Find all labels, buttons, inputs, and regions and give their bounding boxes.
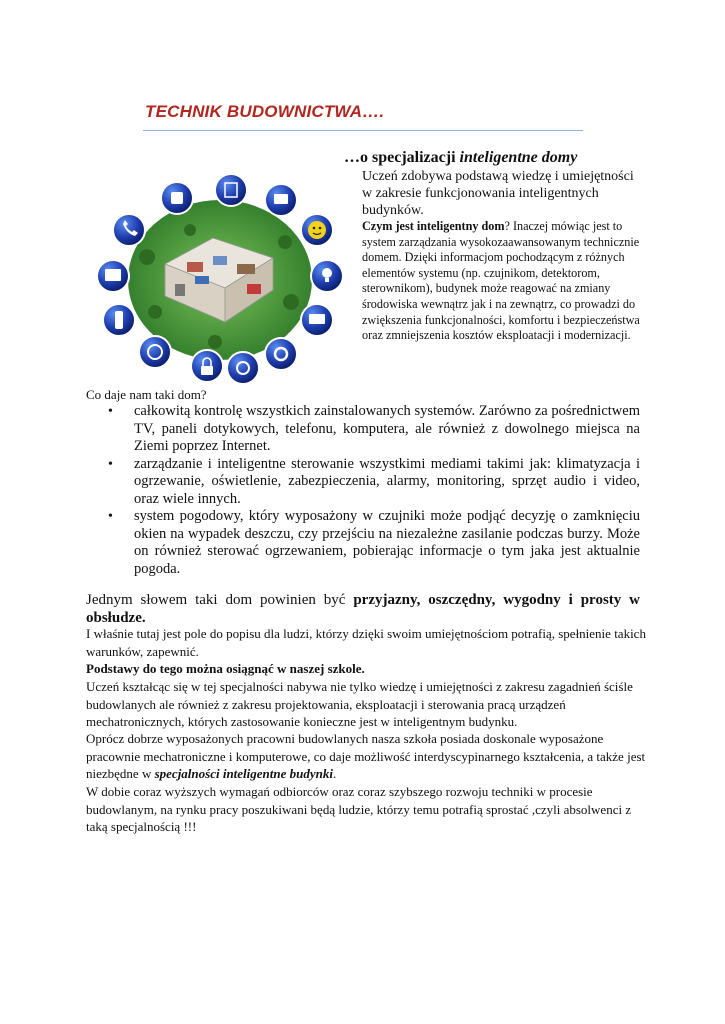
specialization-heading xyxy=(344,149,577,167)
thermostat-icon xyxy=(139,336,171,368)
paragraph-2-bold: Podstawy do tego można osiągnąć w naszej szkole. xyxy=(86,661,365,676)
what-is-answer: ? Inaczej mówiąc jest to system zarządzania wysokozaawansowanym technicznie domem. Dzięki informacjom pochodzącym z różnych elementów systemu (np. czujnikom, detektorom, sterownikom), budynek może reagować na zmiany środowiska wewnątrz jak i na zewnątrz, co prowadzi do zwiększenia funkcjonalności, komfortu i bezpieczeństwa oraz zmniejszenia kosztów eksploatacji i modernizacji. xyxy=(362,219,640,343)
paragraph-4 xyxy=(86,730,646,783)
specialization-name: inteligentne domy xyxy=(459,149,578,166)
summary-bold: przyjazny, oszczędny, wygodny i prosty w obsłudze. xyxy=(86,592,640,626)
specialization-prefix: …o specjalizacji xyxy=(344,149,460,166)
paragraph-5: W dobie coraz wyższych wymagań odbiorców oraz coraz szybszego rozwoju techniki w procesie budowlanym, na rynku pracy poszukiwani będą ludzie, którzy temu potrafią sprostać ,czyli absolwenci z taką specjalnością !!! xyxy=(86,784,632,834)
benefits-question: Co daje nam taki dom? xyxy=(86,387,207,402)
benefits-list xyxy=(100,403,640,578)
list-item xyxy=(100,456,640,509)
title-underline xyxy=(143,130,583,131)
paragraph-3: Uczeń kształcąc się w tej specjalności nabywa nie tylko wiedzę i umiejętności z zakresu zagadnień ściśle budowlanych ale również z zakresu projektowania, eksploatacji i sterowania pracą urządzeń mechatronicznych, których zastosowanie konieczne jest w inteligentnym budynku. xyxy=(86,679,633,729)
list-item xyxy=(100,403,640,456)
window-icon xyxy=(215,174,247,206)
bullet-icon: • xyxy=(108,509,113,524)
settings-icon xyxy=(265,338,297,370)
list-item-text: system pogodowy, który wyposażony w czujniki może podjąć decyzję o zamknięciu okien na wypadek deszczu, czy przejściu na niezależne zasilanie podczas burzy. Może on również sterować ogrzewaniem, pobierając informacje o tym jaka jest aktualnie pogoda. xyxy=(134,508,640,577)
what-is-question: Czym jest inteligentny dom xyxy=(362,219,505,233)
paragraph-4-lead: Oprócz dobrze wyposażonych pracowni budowlanych nasza szkoła posiada doskonale wyposażone pracownie mechatroniczne i komputerowe, co daje możliwość interdyscypinarnego kształcenia, a także jest niezbędne w xyxy=(86,731,646,781)
bullet-icon: • xyxy=(108,404,113,419)
list-item-text: zarządzanie i inteligentne sterowanie wszystkimi mediami takimi jak: klimatyzacja i ogrzewanie, oświetlenie, zabezpieczenia, alarmy, monitoring, sprzęt audio i video, oraz wiele innych. xyxy=(134,455,640,507)
speaker-icon xyxy=(227,352,259,384)
paragraph-4-emphasis: specjalności inteligentne budynki xyxy=(154,766,333,781)
paragraph-1: I właśnie tutaj jest pole do popisu dla ludzi, którzy dzięki swoim umiejętnościom potrafią, spełnienie takich warunków, zapewnić. xyxy=(86,626,646,659)
summary-lead: Jednym słowem taki dom powinien być xyxy=(86,592,354,608)
list-item-text: całkowitą kontrolę wszystkich zainstalowanych systemów. Zarówno za pośrednictwem TV, paneli dotykowych, telefonu, komputera, ale również z dowolnego miejsca na Ziemi poprzez Internet. xyxy=(134,403,640,454)
paragraph-2 xyxy=(86,660,646,678)
page-title: TECHNIK BUDOWNICTWA…. xyxy=(145,102,385,121)
bullet-icon: • xyxy=(108,456,113,472)
what-is-paragraph xyxy=(362,219,642,344)
summary-sentence xyxy=(86,591,640,627)
smart-home-illustration xyxy=(95,172,345,387)
paragraph-4-tail: . xyxy=(333,766,337,781)
list-item xyxy=(100,508,640,578)
intro-paragraph: Uczeń zdobywa podstawą wiedzę i umiejętności w zakresie funkcjonowania inteligentnych budynków. xyxy=(362,169,634,218)
